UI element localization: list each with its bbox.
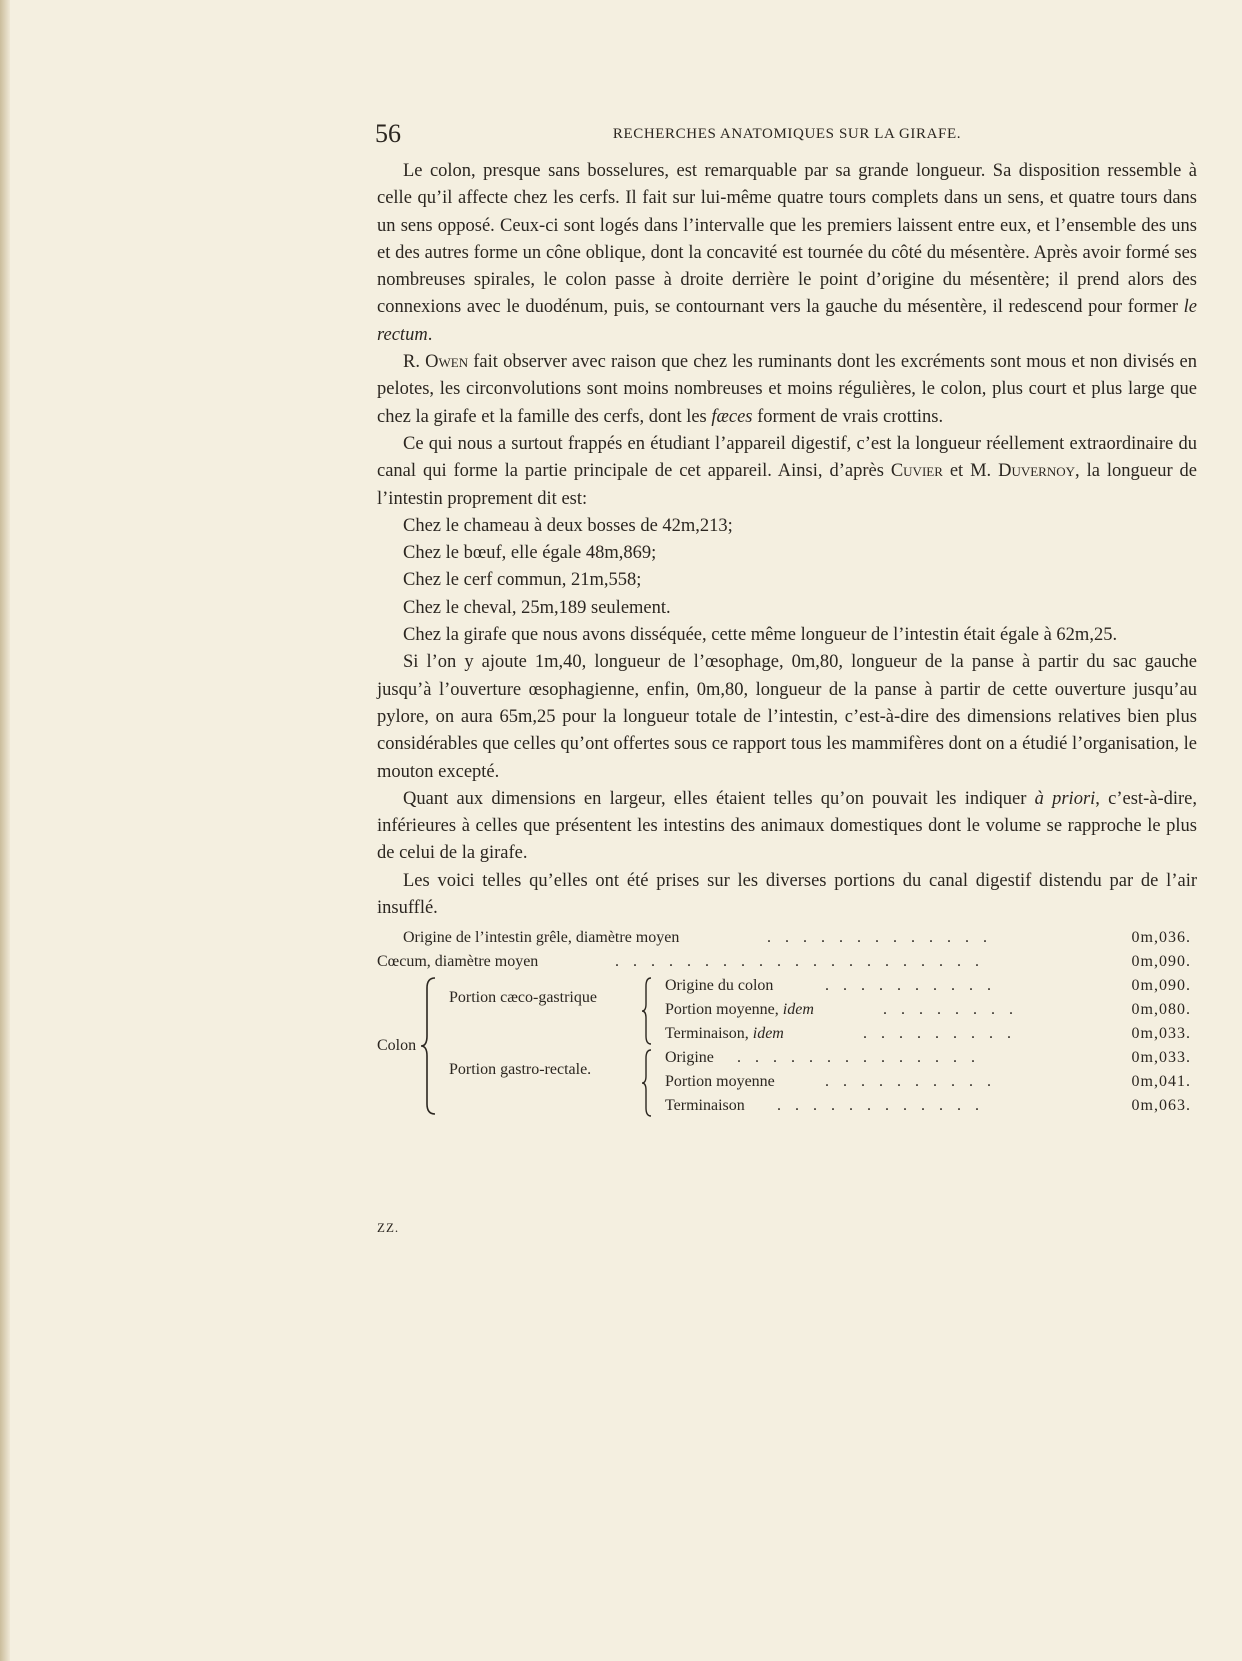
table-row: Portion moyenne . . . . . . . . . . 0m,041. [665, 1073, 1191, 1091]
page-header [377, 120, 1197, 148]
list-item: Chez le bœuf, elle égale 48m,869; [403, 543, 657, 564]
paragraph-width: Quant aux dimensions en largeur, elles étaient telles qu’on pouvait les indiquer à priori, c’est-à-dire, inférieures à celles que présentent les intestins des animaux domestiques dont le volume se rapproche le plus de celui de la girafe. [377, 788, 1197, 864]
group-label-caeco-gastrique: Portion cæco-gastrique [449, 989, 597, 1007]
colon-group [377, 974, 1197, 1118]
table-row: Terminaison, idem . . . . . . . . . 0m,033. [665, 1025, 1191, 1043]
colon-label: Colon [377, 1037, 417, 1055]
list-item: Chez le cerf commun, 21m,558; [403, 570, 642, 591]
table-row: Origine du colon . . . . . . . . . . 0m,090. [665, 977, 1191, 995]
paragraph-intestine-length: Ce qui nous a surtout frappés en étudiant l’appareil digestif, c’est la longueur réellement extraordinaire du canal qui forme la partie principale de cet appareil. Ainsi, d’après Cuvier et M. Duvernoy, la longueur de l’intestin proprement dit est: [377, 433, 1198, 509]
list-item: Chez le chameau à deux bosses de 42m,213; [403, 515, 733, 536]
signature-mark: ZZ. [377, 1220, 400, 1235]
table-row: Portion moyenne, idem . . . . . . . . 0m,080. [665, 1001, 1191, 1019]
paragraph-total-length: Si l’on y ajoute 1m,40, longueur de l’œsophage, 0m,80, longueur de la panse à partir du sac gauche jusqu’à l’ouverture œsophagienne, enfin, 0m,80, longueur de la panse à partir de cette ouverture jusqu’au pylore, on aura 65m,25 pour la longueur totale de l’intestin, c’est-à-dire des dimensions relatives bien plus considérables que celles qu’ont offertes sous ce rapport tous les mammifères dont on a étudié l’organisation, le mouton excepté. [377, 652, 1197, 782]
running-head: RECHERCHES ANATOMIQUES SUR LA GIRAFE. [612, 126, 962, 142]
paragraph-owen: R. Owen fait observer avec raison que chez les ruminants dont les excréments sont mous et non divisés en pelotes, les circonvolutions sont moins nombreuses et moins régulières, le colon, plus court et plus large que chez la girafe et la famille des cerfs, dont les fæces forment de vrais crottins. [377, 352, 1197, 427]
table-row: Origine . . . . . . . . . . . . . . 0m,033. [665, 1049, 1191, 1067]
paragraph-measurements-intro: Les voici telles qu’elles ont été prises sur les diverses portions du canal digestif distendu par de l’air insufflé. [377, 870, 1197, 919]
species-length-list [377, 513, 1197, 622]
table-row: Cœcum, diamètre moyen . . . . . . . . . . . . . . . . . . . . . 0m,090. [377, 953, 1191, 971]
measurements-table [377, 926, 1197, 1118]
body-text [377, 158, 1197, 922]
group-label-gastro-rectale: Portion gastro-rectale. [449, 1061, 592, 1079]
page-number: 56 [375, 119, 401, 148]
paragraph-giraffe-length: Chez la girafe que nous avons disséquée, cette même longueur de l’intestin était égale à 62m,25. [403, 625, 1118, 646]
page [375, 119, 1198, 1235]
table-row: Terminaison . . . . . . . . . . . . 0m,063. [665, 1097, 1191, 1115]
page-edge-shadow [0, 0, 10, 1661]
author-name: Duvernoy [998, 461, 1076, 482]
author-name: R. Owen [403, 352, 469, 373]
table-row: Origine de l’intestin grêle, diamètre moyen . . . . . . . . . . . . . 0m,036. [403, 929, 1191, 947]
author-name: Cuvier [890, 461, 943, 482]
list-item: Chez le cheval, 25m,189 seulement. [403, 597, 671, 618]
paragraph-colon-description: Le colon, presque sans bosselures, est remarquable par sa grande longueur. Sa disposition ressemble à celle qu’il affecte chez les cerfs. Il fait sur lui-même quatre tours complets dans un sens, et quatre tours dans un sens opposé. Ceux-ci sont logés dans l’intervalle que les premiers laissent entre eux, et l’ensemble des uns et des autres forme un cône oblique, dont la concavité est tournée du côté du mésentère. Après avoir formé ses nombreuses spirales, le colon passe à droite derrière le point d’origine du mésentère; il prend alors des connexions avec le duodénum, puis, se contournant vers la gauche du mésentère, il redescend pour former le rectum. [377, 161, 1197, 345]
